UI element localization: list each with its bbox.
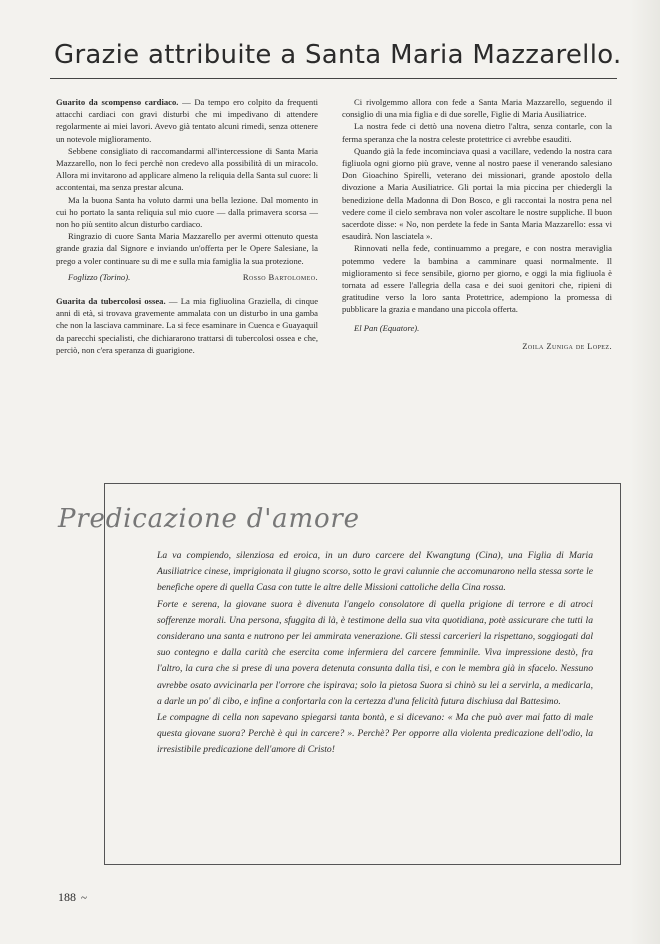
article-1-signature: Rosso Bartolomeo. [242,271,318,282]
article-1-place: Foglizzo (Torino). [68,271,131,282]
page-edge-shadow [630,0,660,944]
page-ornament-icon: ~ [81,892,87,904]
article-2-signature-line [342,340,612,352]
article-1-signature-line [56,271,318,283]
left-column [56,96,318,356]
article-2-signature: Zoila Zuniga de Lopez. [522,340,612,351]
article-1-paragraph: Ringrazio di cuore Santa Maria Mazzarello per avermi ottenuto questa grande grazia dal Signore e inviando un'offerta per le Opere Salesiane, la prego a voler continuare su di me e sulla mia famiglia la sua protezione. [56,231,318,266]
article-1-heading: Guarito da scompenso cardiaco. [56,97,179,107]
boxed-article-paragraph: Forte e serena, la giovane suora è divenuta l'angelo consolatore di quella prigione di terrore e di atroci sofferenze morali. Una persona, sfuggita di là, è testimone della sua vita quotidiana, potè assicurare che tutti la considerano una santa e nutrono per lei ammirata venerazione. Gli stessi carcerieri la rispettano, soggiogati dal suo contegno e dalla carità che esercita come infermiera del carcere femminile. Viva impressione destò, fra l'altro, la cura che si prese di una povera detenuta consunta dalla tisi, e con le membra già in sfacelo. Nessuno avrebbe osato avvicinarla per l'orrore che ispirava; solo la pietosa Suora si chinò su lei a servirla, a medicarla, a darle un po' di cibo, e infine a confortarla con la certezza d'una felicità futura dischiusa dal Battesimo. [157,598,593,707]
article-2-paragraph: La nostra fede ci dettò una novena dietro l'altra, senza contarle, con la ferma speranza che la nostra celeste protettrice ci avrebbe esauditi. [342,121,612,144]
article-2-first-paragraph [56,295,318,356]
article-2-paragraph: Ci rivolgemmo allora con fede a Santa Maria Mazzarello, seguendo il consiglio di una mia figlia e di due sorelle, Figlie di Maria Ausiliatrice. [342,97,612,120]
article-2-place-line [342,322,612,334]
boxed-article-paragraph: Le compagne di cella non sapevano spiegarsi tanta bontà, e si dicevano: « Ma che può aver mai fatto di male questa giovane suora? Perchè è qui in carcere? ». Perchè? Per opporre alla violenta predicazione dell'odio, la irresistibile predicazione dell'amore di Cristo! [157,712,593,756]
boxed-article-body [157,548,593,759]
boxed-article-title: Predicazione d'amore [58,504,360,534]
article-1-paragraph: Ma la buona Santa ha voluto darmi una bella lezione. Dal momento in cui ho portato la santa reliquia sul mio cuore — dalla primavera scorsa — non ho più sentito alcun disturbo cardiaco. [56,194,318,230]
article-1-first-paragraph [56,96,318,145]
right-column [342,96,612,352]
article-2-heading: Guarita da tubercolosi ossea. [56,296,166,307]
boxed-article-paragraph: La va compiendo, silenziosa ed eroica, in un duro carcere del Kwangtung (Cina), una Figlia di Maria Ausiliatrice cinese, imprigionata il giugno scorso, sotto le gravi calunnie che accomunarono nella stessa sorte le benefiche opere di quella Casa con tutte le altre delle Missioni cattoliche della Cina rossa. [157,550,593,594]
article-2-paragraph: Rinnovati nella fede, continuammo a pregare, e con nostra meraviglia potemmo vedere la bambina a camminare quasi normalmente. Il miglioramento si fece sensibile, giorno per giorno, e oggi la mia figliuola è tornata ad essere l'allegria della casa e dei suoi genitori che, ripieni di gratitudine verso la loro santa Protettrice, adempiono la promessa di pubblicare la grazia e mandano una piccola offerta. [342,243,612,315]
article-2-place: El Pan (Equatore). [354,322,420,333]
article-2-text: — La mia figliuolina Graziella, di cinque anni di età, si trovava gravemente ammalata con un disturbo in una gamba che non la lasciava camminare. La si fece esaminare in Cuenca e Guayaquil da parecchi specialisti, che dichiararono trattarsi di tubercolosi ossea e che, perciò, non c'era speranza di guarigione. [56,296,319,355]
article-1-paragraph: Sebbene consigliato di raccomandarmi all'intercessione di Santa Maria Mazzarello, non lo feci perchè non credevo alla possibilità di un miracolo. Allora mi invitarono ad applicare almeno la reliquia della Santa sul cuore: li accontentai, ma senza prestar alcuna. [56,145,318,193]
page-number-text: 188 [58,890,76,904]
article-1-text: — Da tempo ero colpito da frequenti attacchi cardiaci con gravi disturbi che mi impedivano di attendere regolarmente ai miei lavori. Avevo già tentato alcuni rimedi, senza ottenere un notevole miglioramento. [56,97,319,144]
page-title: Grazie attribuite a Santa Maria Mazzarello. [54,40,622,70]
title-rule [50,78,617,79]
article-2-paragraph: Quando già la fede incominciava quasi a vacillare, vedendo la nostra cara figliuola ogni giorno più grave, venne al nostro paese il venerando salesiano Don Gioachino Spirelli, veterano dei missionari, grande apostolo della divozione a Maria Ausiliatrice. Gli portai la mia piccina per chiedergli la benedizione della Madonna di Don Bosco, e gli raccontai la nostra pena nel vedere come il cielo sembrava non voler ascoltare le nostre suppliche. Il buon sacerdote disse: « No, non perdete la fede in Santa Maria Mazzarello: essa vi esaudirà. Non lasciatela ». [342,145,612,242]
page-number [58,890,87,905]
